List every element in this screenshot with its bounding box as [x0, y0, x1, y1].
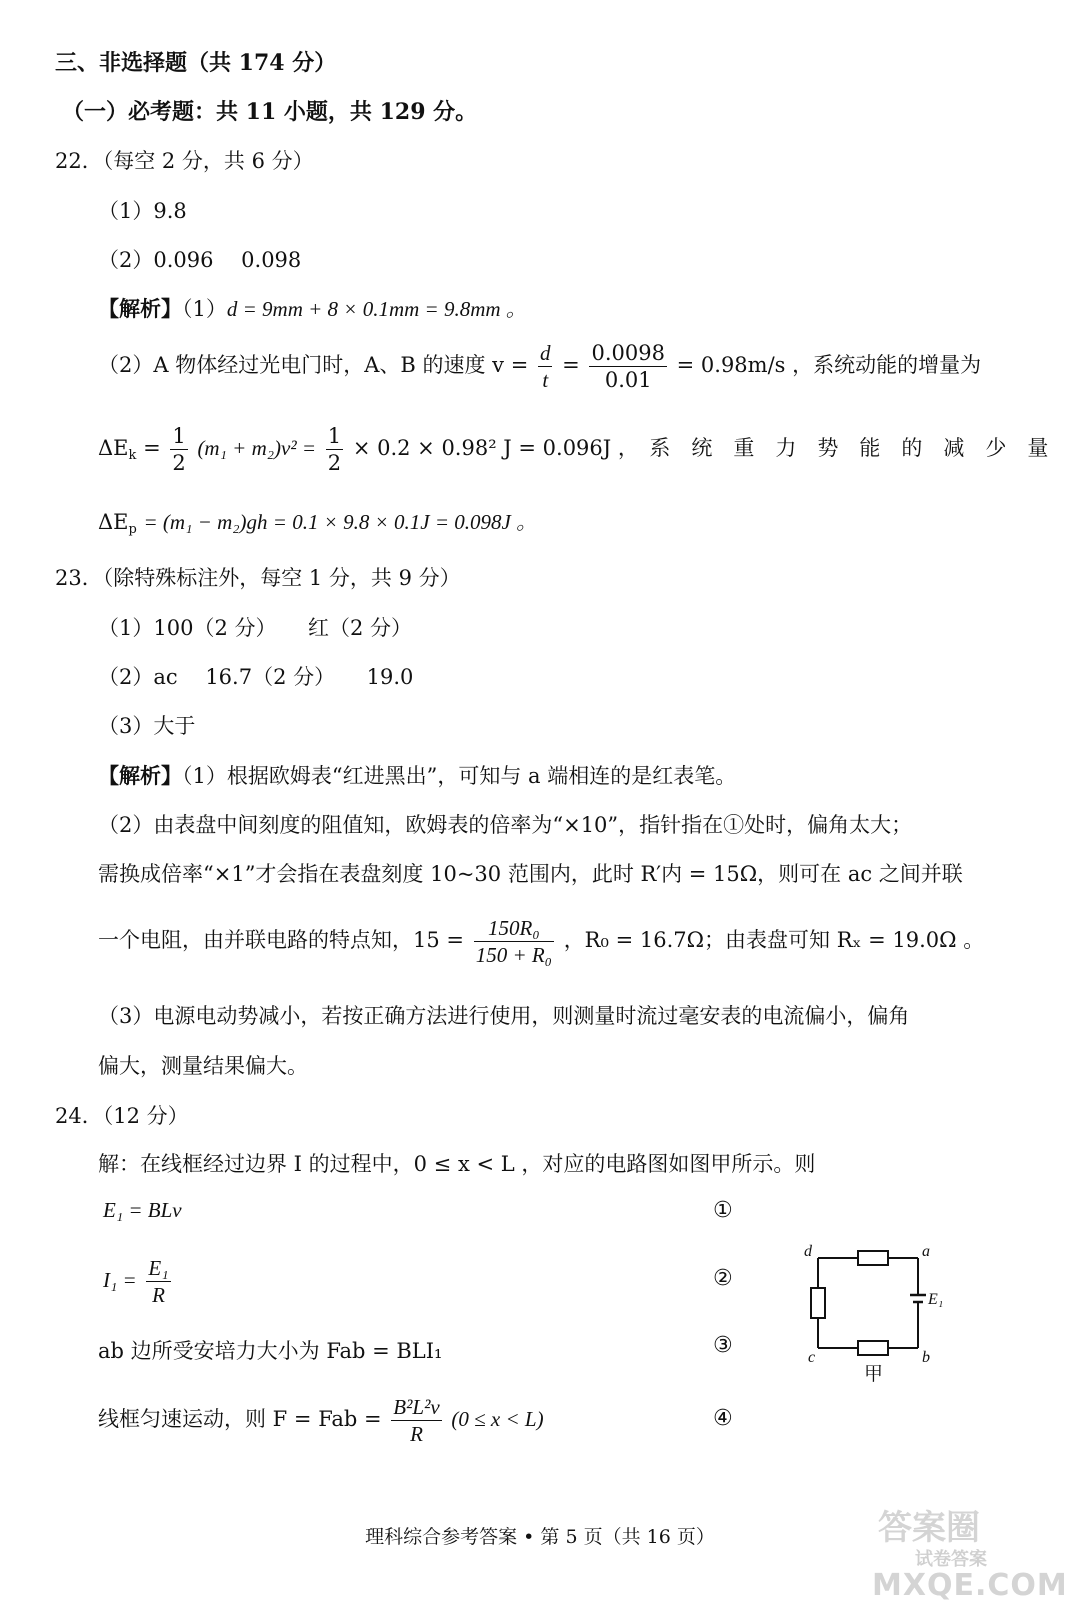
q22-explain-3: $\Delta E_k$ = $\frac{1}{2}$ (m₁ + m₂)v² = $\frac{1}{2}$ × 0.2 × 0.98² J = 0.096J ， 系 统 重 力 势 能 的 减 少 量	[98, 424, 1049, 475]
q24-eq-3: ab 边所受安培力大小为 Fab = BLI₁	[98, 1339, 443, 1363]
eq-mark-3: ③	[713, 1333, 733, 1358]
q23-explain-1: 【解析】（1）根据欧姆表“红进黑出”，可知与 a 端相连的是红表笔。	[98, 763, 737, 788]
q22-explain-1: 【解析】（1）d = 9mm + 8 × 0.1mm = 9.8mm 。	[98, 296, 527, 321]
q22-answer-2: （2）0.096 0.098	[98, 248, 302, 272]
q23-heading: 23．（除特殊标注外，每空 1 分，共 9 分）	[55, 566, 461, 590]
jiexi-label: 【解析】	[98, 763, 182, 788]
fraction-force: $\frac{\text{B²L²v}}{R}$	[393, 1395, 440, 1446]
resistor-left	[811, 1288, 825, 1318]
node-label-d: d	[804, 1243, 812, 1260]
q22-heading: 22．（每空 2 分，共 6 分）	[55, 149, 314, 173]
fraction-parallel: $\frac{\text{150R₀}}{\text{150 + R₀}}$	[475, 916, 552, 967]
circuit-diagram	[790, 1238, 970, 1398]
q23-explain-3: 需换成倍率“×1”才会指在表盘刻度 10~30 范围内，此时 R′内 = 15Ω，则可在 ac 之间并联	[98, 862, 963, 886]
watermark-logo: 答案圈	[878, 1508, 980, 1548]
q22-explain-2: （2）A 物体经过光电门时，A、B 的速度 v = $\frac{d}{t}$ = $\frac{0.0098}{0.01}$ = 0.98m/s ，系统动能的增量为	[98, 341, 982, 392]
q23-answer-2: （2）ac 16.7（2 分） 19.0	[98, 665, 414, 689]
q23-answer-3: （3）大于	[98, 714, 196, 738]
fraction-half-2: $\frac{1}{2}$	[327, 424, 342, 475]
q22-explain-4: $\Delta E_p = (m_1 - m_2)gh = 0.1 \times 9.8 \times 0.1J = 0.098J$ 。	[98, 510, 538, 537]
eq-mark-1: ①	[713, 1198, 733, 1223]
node-label-b: b	[922, 1349, 930, 1366]
q22-answer-1: （1）9.8	[98, 199, 187, 223]
jiexi-label: 【解析】	[98, 296, 182, 321]
fraction-values: $\frac{0.0098}{0.01}$	[591, 341, 665, 392]
eq-mark-4: ④	[713, 1406, 733, 1431]
fraction-d-t: $\frac{d}{t}$	[539, 341, 551, 392]
q23-answer-1: （1）100（2 分） 红（2 分）	[98, 616, 413, 640]
q24-eq-4: 线框匀速运动，则 F = Fab = $\frac{\text{B²L²v}}{R}$ (0 ≤ x < L)	[98, 1395, 544, 1446]
q24-eq-2: I₁ = $\frac{\text{E₁}}{R}$	[103, 1256, 169, 1307]
watermark-sub: 试卷答案	[915, 1549, 987, 1570]
q23-explain-5: （3）电源电动势减小，若按正确方法进行使用，则测量时流过毫安表的电流偏小，偏角	[98, 1004, 910, 1028]
q24-intro: 解：在线框经过边界 I 的过程中，0 ≤ x < L ，对应的电路图如图甲所示。则	[98, 1152, 816, 1176]
node-label-a: a	[922, 1243, 930, 1260]
watermark-url: MXQE.COM	[872, 1568, 1068, 1603]
q23-explain-6: 偏大，测量结果偏大。	[98, 1054, 308, 1078]
fraction-half: $\frac{1}{2}$	[172, 424, 186, 475]
q24-eq-1: E₁ = BLv	[103, 1198, 182, 1222]
emf-label: E₁	[928, 1291, 944, 1308]
fraction-current: $\frac{\text{E₁}}{R}$	[148, 1256, 169, 1307]
subsection-title: （一）必考题：共 11 小题，共 129 分。	[62, 99, 478, 125]
q23-explain-2: （2）由表盘中间刻度的阻值知，欧姆表的倍率为“×10”，指针指在①处时，偏角太大；	[98, 813, 913, 837]
resistor-top	[858, 1251, 888, 1265]
resistor-bottom	[858, 1341, 888, 1355]
page-footer: 理科综合参考答案 • 第 5 页（共 16 页）	[365, 1526, 715, 1548]
node-label-c: c	[808, 1349, 816, 1366]
q24-heading: 24．（12 分）	[55, 1104, 189, 1128]
section-title: 三、非选择题（共 174 分）	[55, 50, 337, 76]
diagram-caption: 甲	[864, 1363, 884, 1385]
eq-mark-2: ②	[713, 1266, 733, 1291]
q23-explain-4: 一个电阻，由并联电路的特点知，15 = $\frac{\text{150R₀}}{\text{150 + R₀}}$ ，R₀ = 16.7Ω；由表盘可知 Rₓ = 19.0Ω 。	[98, 916, 985, 967]
